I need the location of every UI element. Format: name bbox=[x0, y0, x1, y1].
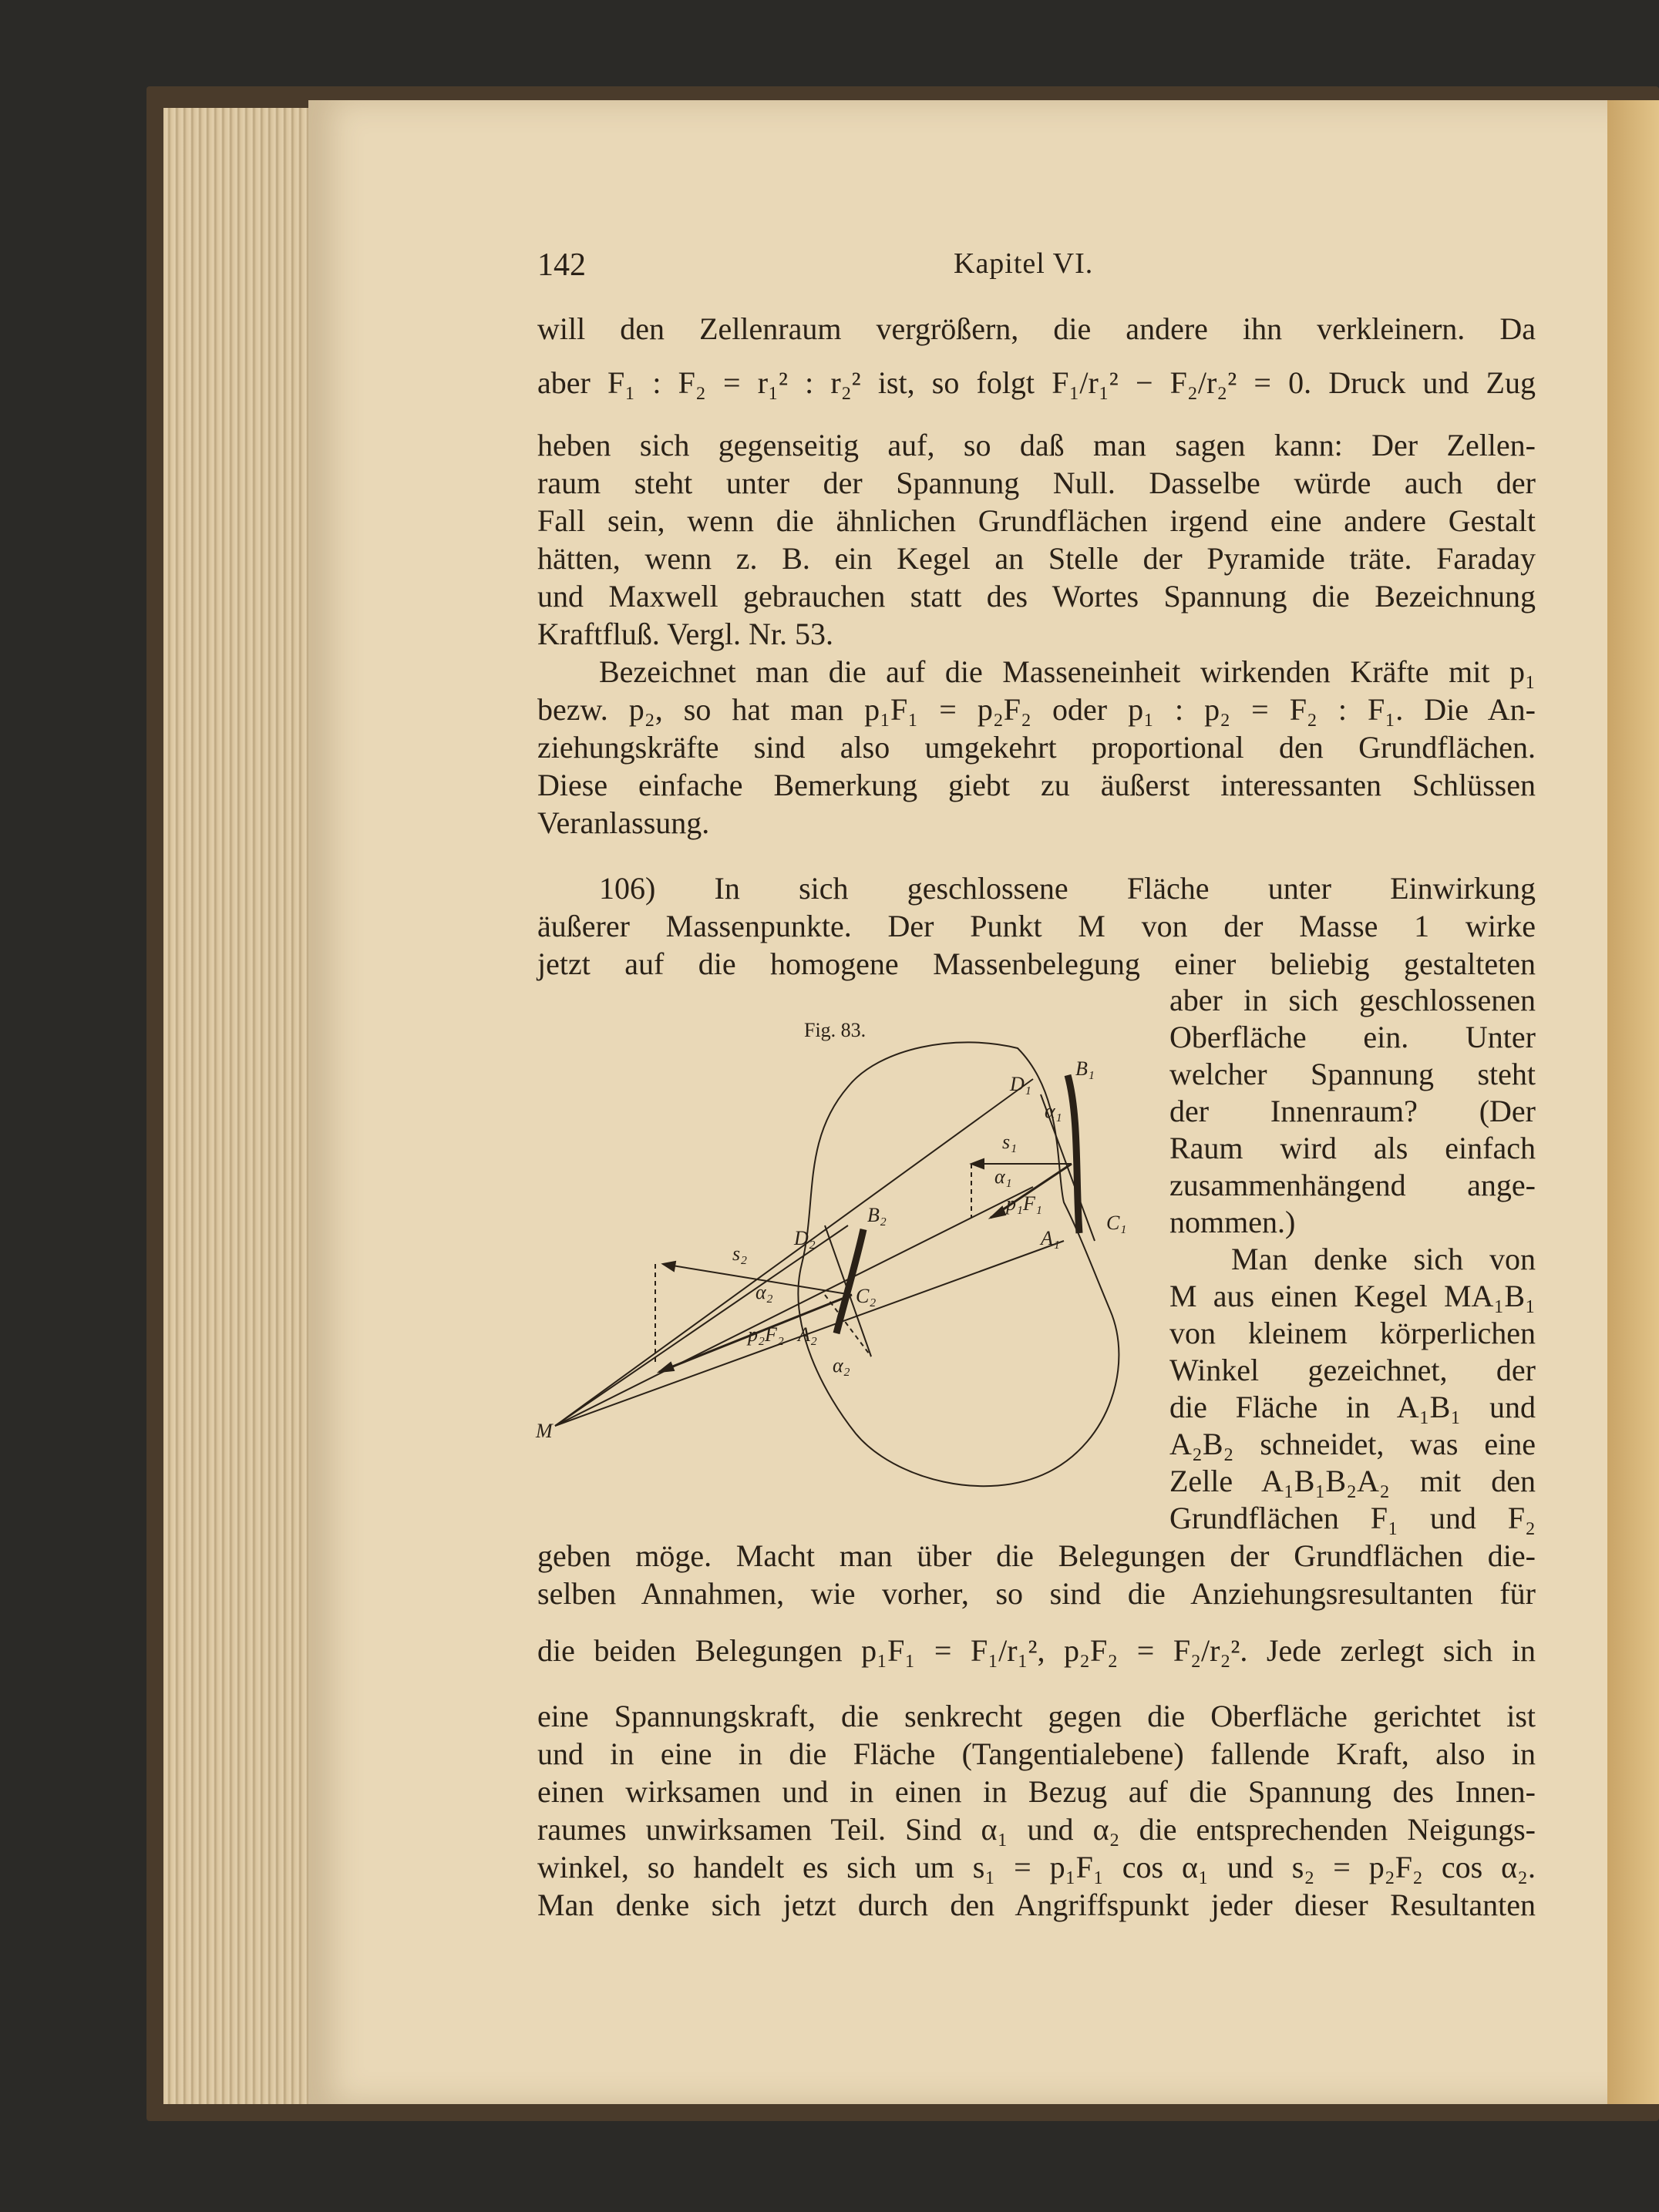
text-line: die Fläche in A₁B₁ und bbox=[1169, 1390, 1536, 1424]
text-line: Kraftfluß. Vergl. Nr. 53. bbox=[537, 617, 834, 651]
text-line: äußerer Massenpunkte. Der Punkt M von der Masse 1 wirke bbox=[537, 909, 1536, 943]
page-edges bbox=[163, 108, 318, 2104]
running-header bbox=[537, 247, 1536, 293]
text-line: und Maxwell gebrauchen statt des Wortes Spannung die Bezeichnung bbox=[537, 579, 1536, 614]
text-line: Man denke sich jetzt durch den Angriffspunkt jeder dieser Resultanten bbox=[537, 1888, 1536, 1922]
text-line: von kleinem körperlichen bbox=[1169, 1316, 1536, 1350]
label-D1: D₁ bbox=[1010, 1073, 1031, 1095]
text-line: selben Annahmen, wie vorher, so sind die Anziehungsresultanten für bbox=[537, 1576, 1536, 1611]
label-alpha1: α₁ bbox=[994, 1165, 1012, 1188]
label-p2F2: p₂F₂ bbox=[748, 1323, 784, 1346]
label-A2: A₂ bbox=[798, 1323, 817, 1346]
text-line: Fall sein, wenn die ähnlichen Grundflächen irgend eine andere Gestalt bbox=[537, 503, 1536, 538]
facing-page-edge bbox=[1607, 100, 1659, 2104]
text-line: aber F₁ : F₂ = r₁² : r₂² ist, so folgt F₁/r₁² − F₂/r₂² = 0. Druck und Zug bbox=[537, 365, 1536, 400]
chapter-title: Kapitel VI. bbox=[954, 247, 1094, 280]
text-line: Oberfläche ein. Unter bbox=[1169, 1020, 1536, 1054]
text-line: zusammenhängend ange- bbox=[1169, 1168, 1536, 1202]
text-line: hätten, wenn z. B. ein Kegel an Stelle der Pyramide träte. Faraday bbox=[537, 541, 1536, 576]
label-alpha2: α₂ bbox=[755, 1281, 773, 1303]
text-line: der Innenraum? (Der bbox=[1169, 1094, 1536, 1128]
figure-83-diagram bbox=[524, 1033, 1164, 1511]
text-line: geben möge. Macht man über die Belegungen der Grundflächen die- bbox=[537, 1538, 1536, 1573]
text-line: und in eine in die Fläche (Tangentialebene) fallende Kraft, also in bbox=[537, 1736, 1536, 1771]
label-alpha1-top: α₁ bbox=[1045, 1100, 1062, 1122]
text-line: Winkel gezeichnet, der bbox=[1169, 1353, 1536, 1387]
text-line: aber in sich geschlossenen bbox=[1169, 983, 1536, 1017]
label-B1: B₁ bbox=[1075, 1057, 1095, 1080]
text-line: ziehungskräfte sind also umgekehrt proportional den Grundflächen. bbox=[537, 730, 1536, 765]
label-C2: C₂ bbox=[856, 1285, 877, 1307]
text-line: Man denke sich von bbox=[1231, 1242, 1536, 1276]
text-line: Veranlassung. bbox=[537, 805, 710, 840]
text-line: Grundflächen F₁ und F₂ bbox=[1169, 1501, 1536, 1535]
label-p1F1: p₁F₁ bbox=[1006, 1192, 1042, 1215]
text-line: heben sich gegenseitig auf, so daß man sagen kann: Der Zellen- bbox=[537, 428, 1536, 462]
text-line: welcher Spannung steht bbox=[1169, 1057, 1536, 1091]
label-alpha2-bottom: α₂ bbox=[833, 1354, 850, 1377]
text-line: Zelle A₁B₁B₂A₂ mit den bbox=[1169, 1464, 1536, 1498]
text-line: einen wirksamen und in einen in Bezug auf die Spannung des Innen- bbox=[537, 1774, 1536, 1809]
text-line: eine Spannungskraft, die senkrecht gegen die Oberfläche gerichtet ist bbox=[537, 1699, 1536, 1733]
page-number: 142 bbox=[537, 247, 586, 283]
label-D2: D₂ bbox=[794, 1227, 816, 1249]
text-line: will den Zellenraum vergrößern, die andere ihn verkleinern. Da bbox=[537, 311, 1536, 346]
text-line: raum steht unter der Spannung Null. Dasselbe würde auch der bbox=[537, 466, 1536, 500]
text-line: winkel, so handelt es sich um s₁ = p₁F₁ cos α₁ und s₂ = p₂F₂ cos α₂. bbox=[537, 1850, 1536, 1884]
label-s1: s₁ bbox=[1002, 1131, 1018, 1153]
text-line: raumes unwirksamen Teil. Sind α₁ und α₂ die entsprechenden Neigungs- bbox=[537, 1812, 1536, 1847]
text-line: M aus einen Kegel MA₁B₁ bbox=[1169, 1279, 1536, 1313]
text-line: nommen.) bbox=[1169, 1205, 1296, 1239]
label-M: M bbox=[536, 1420, 553, 1442]
label-s2: s₂ bbox=[732, 1242, 748, 1265]
text-line: A₂B₂ schneidet, was eine bbox=[1169, 1427, 1536, 1461]
figure-caption: Fig. 83. bbox=[804, 1019, 867, 1041]
text-line: Raum wird als einfach bbox=[1169, 1131, 1536, 1165]
section-heading: 106) In sich geschlossene Fläche unter Einwirkung bbox=[599, 871, 1536, 906]
text-line: die beiden Belegungen p₁F₁ = F₁/r₁², p₂F₂ = F₂/r₂². Jede zerlegt sich in bbox=[537, 1633, 1536, 1668]
text-line: bezw. p₂, so hat man p₁F₁ = p₂F₂ oder p₁ : p₂ = F₂ : F₁. Die An- bbox=[537, 692, 1536, 727]
label-A1: A₁ bbox=[1041, 1227, 1060, 1249]
text-line: Bezeichnet man die auf die Masseneinheit wirkenden Kräfte mit p₁ bbox=[599, 654, 1536, 689]
label-B2: B₂ bbox=[867, 1204, 887, 1226]
text-line: Diese einfache Bemerkung giebt zu äußerst interessanten Schlüssen bbox=[537, 768, 1536, 802]
text-line: jetzt auf die homogene Massenbelegung einer beliebig gestalteten bbox=[537, 946, 1536, 981]
label-C1: C₁ bbox=[1106, 1212, 1127, 1234]
